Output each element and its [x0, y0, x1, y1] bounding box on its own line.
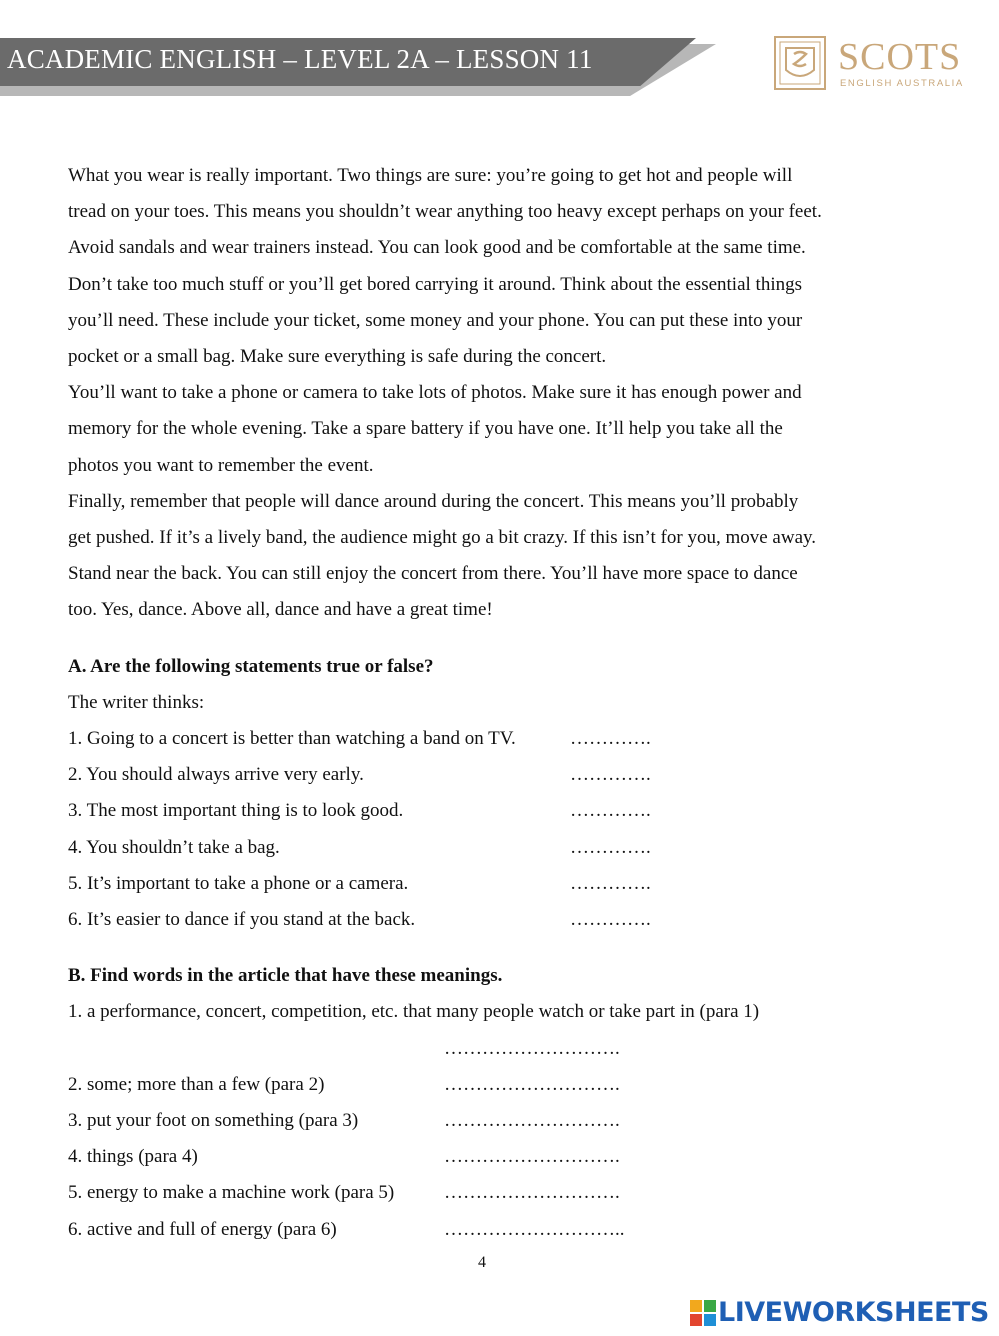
article-line: pocket or a small bag. Make sure everything is safe during the concert.	[68, 346, 607, 368]
logo-wordmark: SCOTS	[838, 36, 962, 78]
page-title: ACADEMIC ENGLISH – LEVEL 2A – LESSON 11	[7, 44, 593, 74]
answer-blank[interactable]: ………….	[570, 764, 651, 786]
meaning-row	[68, 1103, 928, 1139]
article-line: too. Yes, dance. Above all, dance and have a great time!	[68, 599, 493, 621]
article-line: photos you want to remember the event.	[68, 454, 374, 476]
answer-blank[interactable]: ……………………….	[444, 1146, 620, 1168]
statement-row	[68, 721, 928, 757]
answer-blank[interactable]: ……………………….	[444, 1182, 620, 1204]
article-line: Stand near the back. You can still enjoy the concert from there. You’ll have more space to dance	[68, 563, 798, 585]
answer-blank[interactable]: ……………………….	[444, 1037, 620, 1059]
article-line: Finally, remember that people will dance around during the concert. This means you’ll probably	[68, 490, 799, 512]
section-a-list	[68, 721, 928, 938]
article-line: memory for the whole evening. Take a spare battery if you have one. It’ll help you take all the	[68, 418, 783, 440]
liveworksheets-icon	[690, 1300, 716, 1326]
statement-row	[68, 757, 928, 793]
article-line: What you wear is really important. Two things are sure: you’re going to get hot and people will	[68, 165, 793, 186]
statement-text: 5. It’s important to take a phone or a camera.	[68, 872, 409, 894]
answer-blank[interactable]: ………………………..	[444, 1218, 625, 1240]
answer-blank[interactable]: ……………………….	[444, 1109, 620, 1131]
crest-icon	[770, 34, 830, 92]
meaning-text: 5. energy to make a machine work (para 5)	[68, 1182, 395, 1204]
meaning-row	[68, 1139, 928, 1175]
meaning-row	[68, 1067, 928, 1103]
statement-row	[68, 902, 928, 938]
answer-blank[interactable]: ………….	[570, 800, 651, 822]
worksheet-content	[68, 158, 928, 1248]
statement-text: 4. You shouldn’t take a bag.	[68, 836, 280, 858]
statement-row	[68, 866, 928, 902]
scots-logo	[770, 34, 970, 94]
page-number: 4	[478, 1254, 486, 1271]
statement-text: 6. It’s easier to dance if you stand at the back.	[68, 908, 416, 930]
statement-row	[68, 830, 928, 866]
article-line: get pushed. If it’s a lively band, the audience might go a bit crazy. If this isn’t for you, move away.	[68, 527, 817, 549]
article-line: You’ll want to take a phone or camera to take lots of photos. Make sure it has enough power and	[68, 382, 802, 404]
liveworksheets-brand	[690, 1296, 990, 1330]
answer-blank[interactable]: ………….	[570, 836, 651, 858]
meaning-text: 3. put your foot on something (para 3)	[68, 1109, 359, 1131]
section-b-item-1: 1. a performance, concert, competition, etc. that many people watch or take part in (para 1)	[68, 1001, 760, 1023]
meaning-text: 4. things (para 4)	[68, 1146, 198, 1168]
section-b-list	[68, 1067, 928, 1248]
meaning-text: 2. some; more than a few (para 2)	[68, 1073, 325, 1095]
liveworksheets-wordmark: LIVEWORKSHEETS	[718, 1297, 989, 1328]
article-text	[68, 158, 928, 629]
answer-blank[interactable]: ………….	[570, 908, 651, 930]
logo-subtitle: ENGLISH AUSTRALIA	[840, 78, 964, 89]
section-a-heading: A. Are the following statements true or false?	[68, 655, 434, 677]
answer-blank[interactable]: ……………………….	[444, 1073, 620, 1095]
section-b-heading: B. Find words in the article that have these meanings.	[68, 965, 503, 987]
article-line: Don’t take too much stuff or you’ll get bored carrying it around. Think about the essential things	[68, 273, 802, 295]
article-line: Avoid sandals and wear trainers instead. You can look good and be comfortable at the same time.	[68, 237, 806, 259]
meaning-text: 6. active and full of energy (para 6)	[68, 1218, 337, 1240]
statement-text: 3. The most important thing is to look good.	[68, 800, 404, 822]
answer-blank[interactable]: ………….	[570, 872, 651, 894]
section-b-item-1-answer-row	[68, 1031, 928, 1067]
article-line: tread on your toes. This means you shouldn’t wear anything too heavy except perhaps on your feet.	[68, 201, 822, 223]
statement-row	[68, 793, 928, 829]
meaning-row	[68, 1175, 928, 1211]
statement-text: 1. Going to a concert is better than watching a band on TV.	[68, 728, 516, 750]
meaning-row	[68, 1212, 928, 1248]
article-line: you’ll need. These include your ticket, some money and your phone. You can put these into your	[68, 309, 803, 331]
answer-blank[interactable]: ………….	[570, 728, 651, 750]
section-a-intro: The writer thinks:	[68, 691, 205, 713]
statement-text: 2. You should always arrive very early.	[68, 764, 364, 786]
